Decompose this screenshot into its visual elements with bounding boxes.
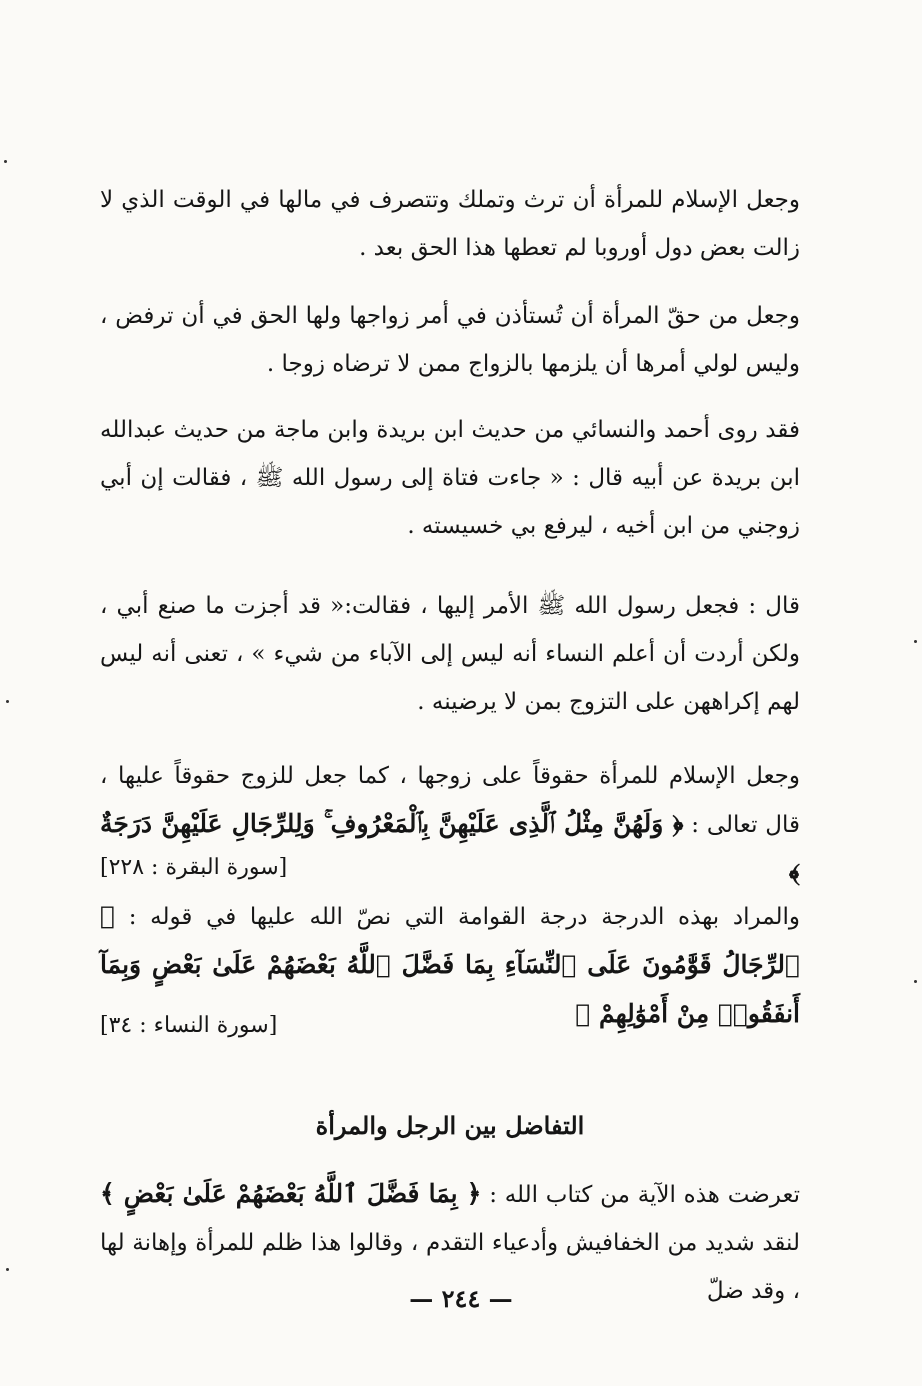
scan-speck — [6, 700, 9, 703]
paragraph-text: والمراد بهذه الدرجة درجة القوامة التي نصّ الله عليها في قوله : — [128, 904, 801, 930]
page-number: — ٢٤٤ — — [409, 1284, 513, 1313]
verse-reference: [سورة البقرة : ٢٢٨] — [100, 855, 288, 880]
section-heading: التفاضل بين الرجل والمرأة — [315, 1111, 585, 1140]
scan-speck — [4, 160, 7, 163]
paragraph-text: تعرضت هذه الآية من كتاب الله : — [489, 1182, 800, 1208]
paragraph-hadith-continued: قال : فجعل رسول الله ﷺ الأمر إليها ، فقالت:« قد أجزت ما صنع أبي ، ولكن أردت أن أعلم النساء أنه ليس إلى الآباء من شيء » ، تعنى أنه ليس لهم إكراههن على التزوج بمن لا يرضينه . — [100, 593, 800, 715]
paragraph-text: وجعل الإسلام للمرأة حقوقاً على زوجها ، كما جعل للزوج حقوقاً عليها ، قال تعالى : — [100, 763, 800, 838]
scan-speck — [6, 1268, 9, 1271]
paragraph-text: لنقد شديد من الخفافيش وأدعياء التقدم ، وقالوا هذا ظلم للمرأة وإهانة لها ، وقد ضلّ — [100, 1230, 800, 1304]
verse-reference: [سورة النساء : ٣٤] — [100, 1013, 278, 1038]
quran-verse: ﴿ وَلَهُنَّ مِثْلُ ٱلَّذِى عَلَيْهِنَّ بِٱلْمَعْرُوفِ ۚ وَلِلرِّجَالِ عَلَيْهِنَّ دَرَجَةٌ ﴾ — [100, 809, 800, 887]
scan-speck — [914, 640, 917, 643]
scan-speck — [914, 980, 917, 983]
paragraph-inheritance: وجعل الإسلام للمرأة أن ترث وتملك وتتصرف في مالها في الوقت الذي لا زالت بعض دول أوروبا لم تعطها هذا الحق بعد . — [100, 187, 800, 261]
document-page — [100, 168, 800, 1348]
paragraph-hadith: فقد روى أحمد والنسائي من حديث ابن بريدة وابن ماجة من حديث عبدالله ابن بريدة عن أبيه قال : « جاءت فتاة إلى رسول الله ﷺ ، فقالت إن أبي زوجني من ابن أخيه ، ليرفع بي خسيسته . — [100, 417, 800, 539]
quran-verse: ﴿ ٱلرِّجَالُ قَوَّٰمُونَ عَلَى ٱلنِّسَآءِ بِمَا فَضَّلَ ٱللَّهُ بَعْضَهُمْ عَلَىٰ بَعْضٍ وَبِمَآ أَنفَقُوا۟ مِنْ أَمْوَٰلِهِمْ ﴾ — [100, 901, 800, 1028]
paragraph-marriage-consent: وجعل من حقّ المرأة أن تُستأذن في أمر زواجها ولها الحق في أن ترفض ، وليس لولي أمرها أن يلزمها بالزواج ممن لا ترضاه زوجا . — [100, 303, 800, 377]
quran-verse: ﴿ بِمَا فَضَّلَ ٱللَّهُ بَعْضَهُمْ عَلَىٰ بَعْضٍ ﴾ — [100, 1179, 482, 1208]
